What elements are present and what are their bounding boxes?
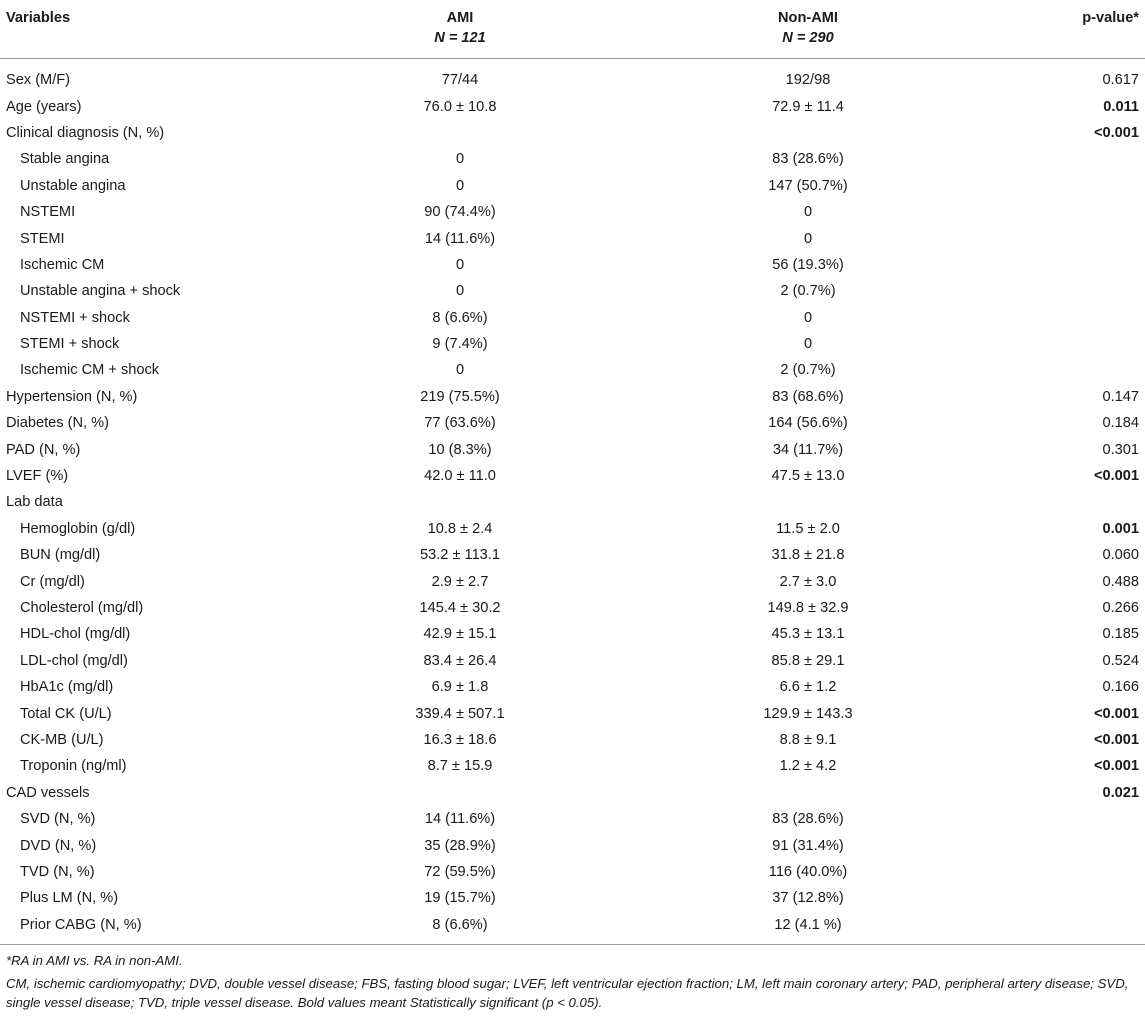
table-row: [0, 173, 1145, 199]
cell-ami: 77/44: [441, 72, 479, 89]
cell-pvalue: [996, 806, 1145, 832]
table-row: [0, 568, 1145, 594]
row-label: Prior CABG (N, %): [0, 912, 300, 945]
cell-pvalue: [996, 489, 1145, 515]
row-label: CAD vessels: [6, 784, 90, 801]
cell-ami: 42.0 ± 11.0: [424, 468, 496, 485]
cell-pvalue: 0.166: [1102, 679, 1139, 696]
cell-ami: 10.8 ± 2.4: [427, 520, 493, 537]
table-row: [0, 357, 1145, 383]
cell-ami: 0: [455, 283, 465, 300]
table-row: [0, 93, 1145, 119]
row-label: Troponin (ng/ml): [20, 758, 127, 775]
table-row: [0, 542, 1145, 568]
header-pvalue: p-value*: [996, 0, 1145, 59]
cell-nonami: 164 (56.6%): [768, 415, 848, 432]
cell-nonami: [620, 780, 996, 806]
row-label: STEMI + shock: [20, 336, 120, 353]
row-label: NSTEMI: [20, 204, 76, 221]
row-label: Unstable angina + shock: [20, 283, 181, 300]
cell-nonami: 0: [803, 204, 813, 221]
row-label: HbA1c (mg/dl): [20, 679, 114, 696]
table-row: [0, 120, 1145, 146]
table-row: [0, 700, 1145, 726]
table-row: [0, 146, 1145, 172]
cell-nonami: [620, 120, 996, 146]
header-ami-n: N = 121: [434, 30, 486, 46]
cell-nonami: 11.5 ± 2.0: [776, 520, 840, 537]
cell-pvalue: <0.001: [1093, 705, 1139, 722]
table-row: [0, 753, 1145, 779]
table-row: [0, 384, 1145, 410]
row-label: DVD (N, %): [20, 837, 97, 854]
table-row: [0, 912, 1145, 945]
cell-pvalue: [996, 225, 1145, 251]
table-row: [0, 674, 1145, 700]
row-label: Stable angina: [20, 151, 110, 168]
cell-nonami: 85.8 ± 29.1: [771, 652, 845, 669]
cell-nonami: 12 (4.1 %): [620, 912, 996, 945]
table-row: [0, 436, 1145, 462]
cell-pvalue: [996, 278, 1145, 304]
cell-ami: 0: [455, 362, 465, 379]
header-variables: Variables: [0, 0, 300, 59]
cell-pvalue: 0.617: [1102, 72, 1139, 89]
table-row: [0, 225, 1145, 251]
cell-ami: 90 (74.4%): [424, 204, 496, 221]
row-label: Unstable angina: [20, 177, 126, 194]
cell-pvalue: [996, 859, 1145, 885]
row-label: TVD (N, %): [20, 863, 95, 880]
cell-nonami: 0: [803, 230, 813, 247]
cell-nonami: 129.9 ± 143.3: [763, 705, 853, 722]
cell-ami: 14 (11.6%): [424, 230, 496, 247]
cell-pvalue: [996, 331, 1145, 357]
row-label: NSTEMI + shock: [20, 309, 130, 326]
table-row: [0, 252, 1145, 278]
cell-ami: 8 (6.6%): [300, 912, 620, 945]
cell-ami: 14 (11.6%): [424, 811, 496, 828]
cell-nonami: [620, 489, 996, 515]
cell-pvalue: [996, 357, 1145, 383]
cell-nonami: 91 (31.4%): [772, 837, 844, 854]
cell-ami: 219 (75.5%): [420, 388, 500, 405]
table-row: [0, 595, 1145, 621]
cell-nonami: 34 (11.7%): [772, 441, 844, 458]
cell-pvalue: <0.001: [1093, 124, 1139, 141]
cell-pvalue: [996, 146, 1145, 172]
cell-ami: 19 (15.7%): [424, 890, 496, 907]
row-label: Hypertension (N, %): [6, 388, 138, 405]
cell-ami: 145.4 ± 30.2: [419, 600, 501, 616]
cell-ami: 53.2 ± 113.1: [420, 547, 500, 564]
cell-nonami: 2 (0.7%): [780, 283, 836, 300]
cell-nonami: 2.7 ± 3.0: [779, 573, 837, 590]
table-footnotes: [0, 945, 1145, 1012]
cell-nonami: 56 (19.3%): [772, 256, 844, 273]
cell-ami: 10 (8.3%): [428, 441, 492, 458]
header-nonami-n: N = 290: [782, 30, 834, 46]
cell-pvalue: 0.185: [1102, 626, 1139, 643]
cell-nonami: 31.8 ± 21.8: [771, 547, 845, 564]
cell-ami: 8 (6.6%): [432, 309, 488, 326]
row-label: Hemoglobin (g/dl): [20, 520, 136, 537]
row-label: HDL-chol (mg/dl): [20, 626, 131, 643]
cell-ami: [300, 489, 620, 515]
cell-ami: [300, 780, 620, 806]
row-label: Cholesterol (mg/dl): [20, 600, 144, 616]
cell-pvalue: 0.266: [1102, 600, 1139, 616]
table-row: [0, 780, 1145, 806]
cell-nonami: 47.5 ± 13.0: [771, 468, 845, 485]
footnote-abbreviations: CM, ischemic cardiomyopathy; DVD, double vessel disease; FBS, fasting blood sugar; LVEF, left ventricular ejection fraction; LM, left main coronary artery; PAD, peripheral artery disease; SVD, single vessel disease; TVD, triple vessel disease. Bold values meant Statistically significant (p < 0.05).: [6, 975, 1129, 1010]
table-row: [0, 331, 1145, 357]
cell-pvalue: 0.001: [1102, 520, 1139, 537]
table-row: [0, 516, 1145, 542]
header-nonami-label: Non-AMI: [778, 10, 838, 26]
cell-nonami: 192/98: [785, 72, 831, 89]
row-label: Plus LM (N, %): [20, 890, 119, 907]
row-label: Lab data: [6, 494, 63, 511]
table-header: [0, 0, 1145, 59]
header-ami-label: AMI: [446, 10, 474, 26]
row-label: Clinical diagnosis (N, %): [6, 124, 165, 141]
table-row: [0, 621, 1145, 647]
cell-nonami: 45.3 ± 13.1: [771, 626, 845, 643]
table-row: [0, 463, 1145, 489]
cell-pvalue: 0.184: [1102, 415, 1139, 432]
row-label: LDL-chol (mg/dl): [20, 652, 128, 669]
cell-nonami: 37 (12.8%): [772, 890, 844, 907]
cell-nonami: 1.2 ± 4.2: [779, 758, 837, 775]
cell-nonami: 72.9 ± 11.4: [772, 98, 844, 115]
table-row: [0, 278, 1145, 304]
table-row: [0, 832, 1145, 858]
cell-ami: 35 (28.9%): [424, 837, 496, 854]
cell-ami: 0: [455, 151, 465, 168]
cell-pvalue: [996, 199, 1145, 225]
cell-nonami: 83 (68.6%): [772, 388, 844, 405]
table-row: [0, 59, 1145, 94]
cell-ami: 72 (59.5%): [424, 863, 496, 880]
table-row: [0, 489, 1145, 515]
table-body: [0, 59, 1145, 945]
cell-nonami: 147 (50.7%): [768, 177, 848, 194]
cell-ami: 77 (63.6%): [424, 415, 496, 432]
cell-pvalue: [996, 173, 1145, 199]
cell-ami: 339.4 ± 507.1: [415, 705, 505, 722]
row-label: PAD (N, %): [6, 441, 81, 458]
cell-pvalue: <0.001: [1093, 731, 1139, 748]
cell-ami: 83.4 ± 26.4: [423, 652, 497, 669]
header-nonami: [620, 0, 996, 59]
cell-pvalue: [996, 832, 1145, 858]
row-label: Age (years): [6, 98, 82, 115]
cell-nonami: 8.8 ± 9.1: [779, 731, 837, 748]
cell-ami: 2.9 ± 2.7: [431, 573, 489, 590]
cell-pvalue: 0.011: [1103, 98, 1139, 115]
cell-pvalue: <0.001: [1093, 468, 1139, 485]
cell-ami: 9 (7.4%): [432, 336, 488, 353]
footnote-significance: *RA in AMI vs. RA in non-AMI.: [6, 952, 183, 968]
row-label: CK-MB (U/L): [20, 731, 104, 748]
cell-pvalue: 0.147: [1102, 388, 1139, 405]
cell-ami: 16.3 ± 18.6: [423, 731, 497, 748]
table-row: [0, 648, 1145, 674]
cell-pvalue: 0.021: [1102, 784, 1139, 801]
row-label: LVEF (%): [6, 468, 69, 485]
cell-ami: [300, 120, 620, 146]
cell-ami: 6.9 ± 1.8: [431, 679, 489, 696]
cell-pvalue: [996, 305, 1145, 331]
cell-nonami: 2 (0.7%): [780, 362, 836, 379]
table-row: [0, 859, 1145, 885]
row-label: Diabetes (N, %): [6, 415, 109, 432]
header-ami: [300, 0, 620, 59]
cell-pvalue: [996, 252, 1145, 278]
table-row: [0, 305, 1145, 331]
cell-pvalue: [996, 885, 1145, 911]
row-label: STEMI: [20, 230, 65, 247]
cell-pvalue: 0.524: [1102, 652, 1139, 669]
row-label: BUN (mg/dl): [20, 547, 101, 564]
row-label: Ischemic CM: [20, 256, 105, 273]
cell-pvalue: 0.301: [1102, 441, 1139, 458]
cell-ami: 0: [455, 256, 465, 273]
table-row: [0, 806, 1145, 832]
cell-ami: 8.7 ± 15.9: [427, 758, 493, 775]
row-label: Sex (M/F): [6, 72, 71, 89]
cell-pvalue: 0.060: [1102, 547, 1139, 564]
table-row: [0, 410, 1145, 436]
cell-nonami: 83 (28.6%): [772, 811, 844, 828]
cell-pvalue: [996, 912, 1145, 945]
cell-nonami: 0: [803, 336, 813, 353]
table-row: [0, 727, 1145, 753]
row-label: Ischemic CM + shock: [20, 362, 160, 379]
cell-ami: 0: [455, 177, 465, 194]
row-label: Total CK (U/L): [20, 705, 112, 722]
table-row: [0, 885, 1145, 911]
row-label: Cr (mg/dl): [20, 573, 85, 590]
cell-pvalue: <0.001: [1093, 758, 1139, 775]
cell-ami: 76.0 ± 10.8: [423, 98, 497, 115]
cell-nonami: 0: [803, 309, 813, 326]
cell-nonami: 149.8 ± 32.9: [767, 600, 849, 616]
row-label: SVD (N, %): [20, 811, 96, 828]
cell-nonami: 6.6 ± 1.2: [779, 679, 837, 696]
cell-nonami: 116 (40.0%): [768, 863, 848, 880]
cell-nonami: 83 (28.6%): [772, 151, 844, 168]
cell-ami: 42.9 ± 15.1: [423, 626, 497, 643]
cell-pvalue: 0.488: [1102, 573, 1139, 590]
table-row: [0, 199, 1145, 225]
